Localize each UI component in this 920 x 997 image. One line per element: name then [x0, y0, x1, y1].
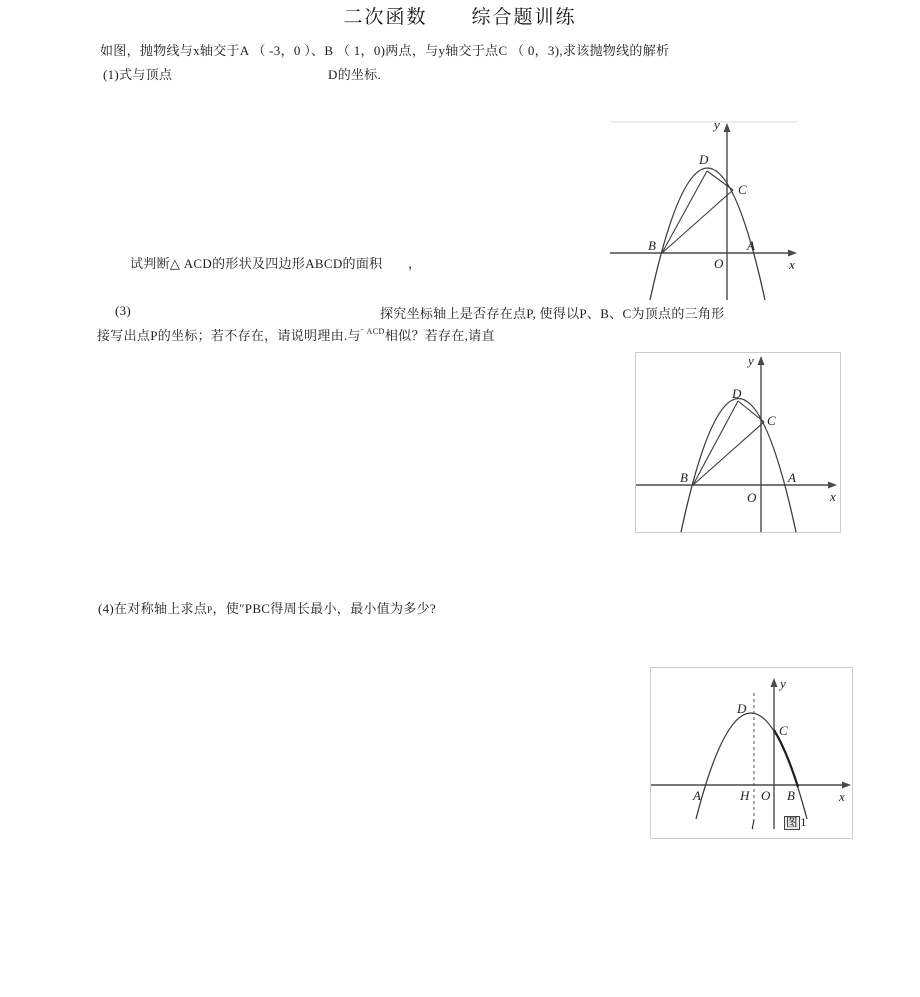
question-3-text: 探究坐标轴上是否存在点P, 使得以P、B、C为顶点的三角形 — [380, 306, 725, 321]
figure-2-parabola-diagram — [635, 352, 841, 533]
figure-3-caption-boxed-char: 图 — [786, 817, 798, 829]
label-D: D — [699, 152, 709, 167]
question-3-line2 — [97, 325, 495, 344]
label-y: y — [780, 676, 786, 691]
label-O: O — [714, 256, 724, 271]
label-D: D — [732, 386, 742, 401]
question-2-punct: ， — [408, 256, 422, 271]
parabola-curve — [681, 399, 796, 533]
page-title-part1: 二次函数 — [343, 7, 428, 28]
figure-1-canvas — [610, 112, 800, 304]
label-O: O — [761, 788, 771, 803]
question-4-b: ，使″PBC得周长最小，最小值为多少? — [212, 601, 436, 616]
figure-2-canvas — [636, 353, 840, 532]
figure-3-parabola-diagram — [650, 667, 853, 839]
label-A: A — [747, 238, 755, 253]
parabola-curve — [650, 168, 765, 300]
label-A: A — [788, 470, 796, 485]
x-axis-arrow-icon — [828, 482, 837, 489]
page-title — [0, 2, 920, 29]
segment-B-C — [693, 422, 764, 485]
segment-B-D — [693, 401, 738, 485]
y-axis-arrow-icon — [724, 123, 731, 132]
label-D: D — [737, 701, 747, 716]
y-axis-arrow-icon — [758, 356, 765, 365]
label-C: C — [738, 182, 747, 197]
question-3-number: (3) — [115, 303, 132, 318]
segment-B-D — [662, 171, 707, 253]
label-x: x — [839, 789, 845, 804]
x-axis-arrow-icon — [788, 250, 797, 257]
question-3-line2-sup: ˉ ACD — [360, 327, 385, 336]
y-axis-arrow-icon — [771, 678, 778, 687]
label-H: H — [740, 788, 750, 803]
label-B: B — [648, 238, 656, 253]
x-axis-arrow-icon — [842, 782, 851, 789]
label-y: y — [714, 117, 720, 132]
label-B: B — [787, 788, 795, 803]
label-C: C — [779, 723, 788, 738]
question-4-point-p: P — [207, 605, 213, 615]
intro-line: 如图，抛物线与x轴交于A （ -3，0 ）、B （ 1，0)两点，与y轴交于点C （ 0，3),求该抛物线的解析 — [100, 43, 670, 58]
segment-B-C — [662, 190, 733, 253]
parabola-dark-segment-C-to-B — [774, 730, 798, 787]
question-1-right: D的坐标. — [328, 67, 382, 82]
question-3-line2-a: 接写出点P的坐标；若不存在，请说明理由.与 — [97, 328, 361, 343]
label-O: O — [747, 490, 757, 505]
label-y: y — [748, 353, 754, 368]
question-4-line — [98, 598, 436, 617]
question-1-left: (1)式与顶点 — [103, 67, 173, 82]
figure-3-caption-number: 1 — [800, 817, 807, 829]
label-l: l — [751, 817, 755, 832]
label-B: B — [680, 470, 688, 485]
question-4-a: (4)在对称轴上求点 — [98, 601, 208, 616]
label-A: A — [693, 788, 701, 803]
figure-1-parabola-diagram — [610, 112, 800, 304]
label-x: x — [789, 257, 795, 272]
figure-3-canvas — [651, 668, 852, 838]
page-title-part2: 综合题训练 — [471, 7, 577, 28]
label-C: C — [767, 413, 776, 428]
question-2-text: 试判断△ ACD的形状及四边形ABCD的面积 — [130, 256, 383, 271]
figure-3-caption — [784, 816, 806, 830]
label-x: x — [830, 489, 836, 504]
question-3-line2-b: 相似？若存在,请直 — [384, 328, 495, 343]
